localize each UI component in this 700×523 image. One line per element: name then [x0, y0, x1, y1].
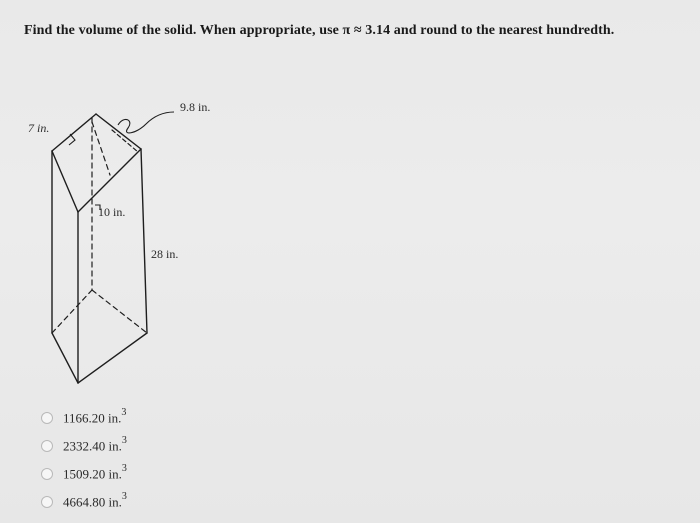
- prism-bottom-edge-left: [52, 333, 78, 383]
- prism-top-edge-right: [96, 114, 141, 149]
- option-text: 2332.40 in.$^3$: [63, 435, 127, 454]
- option-text: 1509.20 in.$^3$: [63, 463, 127, 482]
- label-height: 10 in.: [98, 205, 126, 219]
- prism-top-altitude: [92, 122, 110, 175]
- prism-hidden-bottom-right: [92, 290, 147, 333]
- radio-button[interactable]: [41, 496, 53, 508]
- label-hypotenuse: 9.8 in.: [180, 100, 211, 114]
- radio-button[interactable]: [41, 412, 53, 424]
- prism-vertical-edge-right: [141, 149, 147, 333]
- answer-option-1[interactable]: [41, 404, 127, 432]
- prism-hidden-bottom-left: [52, 290, 92, 333]
- radio-button[interactable]: [41, 468, 53, 480]
- answer-option-4[interactable]: [41, 488, 127, 516]
- right-angle-mark-top: [69, 134, 75, 145]
- option-text: 1166.20 in.$^3$: [63, 407, 127, 426]
- label-width: 7 in.: [28, 121, 50, 135]
- radio-button[interactable]: [41, 440, 53, 452]
- prism-bottom-edge-right: [78, 333, 147, 383]
- question-text: Find the volume of the solid. When appropriate, use π ≈ 3.14 and round to the nearest hundredth.: [24, 23, 615, 38]
- prism-top-edge-left: [52, 114, 96, 151]
- prism-top-edge-front-right: [78, 149, 141, 212]
- answer-option-3[interactable]: [41, 460, 127, 488]
- option-text: 4664.80 in.$^3$: [63, 491, 127, 510]
- prism-top-altitude-2: [112, 130, 138, 152]
- label-length: 28 in.: [151, 247, 179, 261]
- prism-top-edge-front: [52, 151, 78, 212]
- hypotenuse-pointer-squiggle: [118, 112, 174, 133]
- answer-options: [41, 404, 127, 516]
- answer-option-2[interactable]: [41, 432, 127, 460]
